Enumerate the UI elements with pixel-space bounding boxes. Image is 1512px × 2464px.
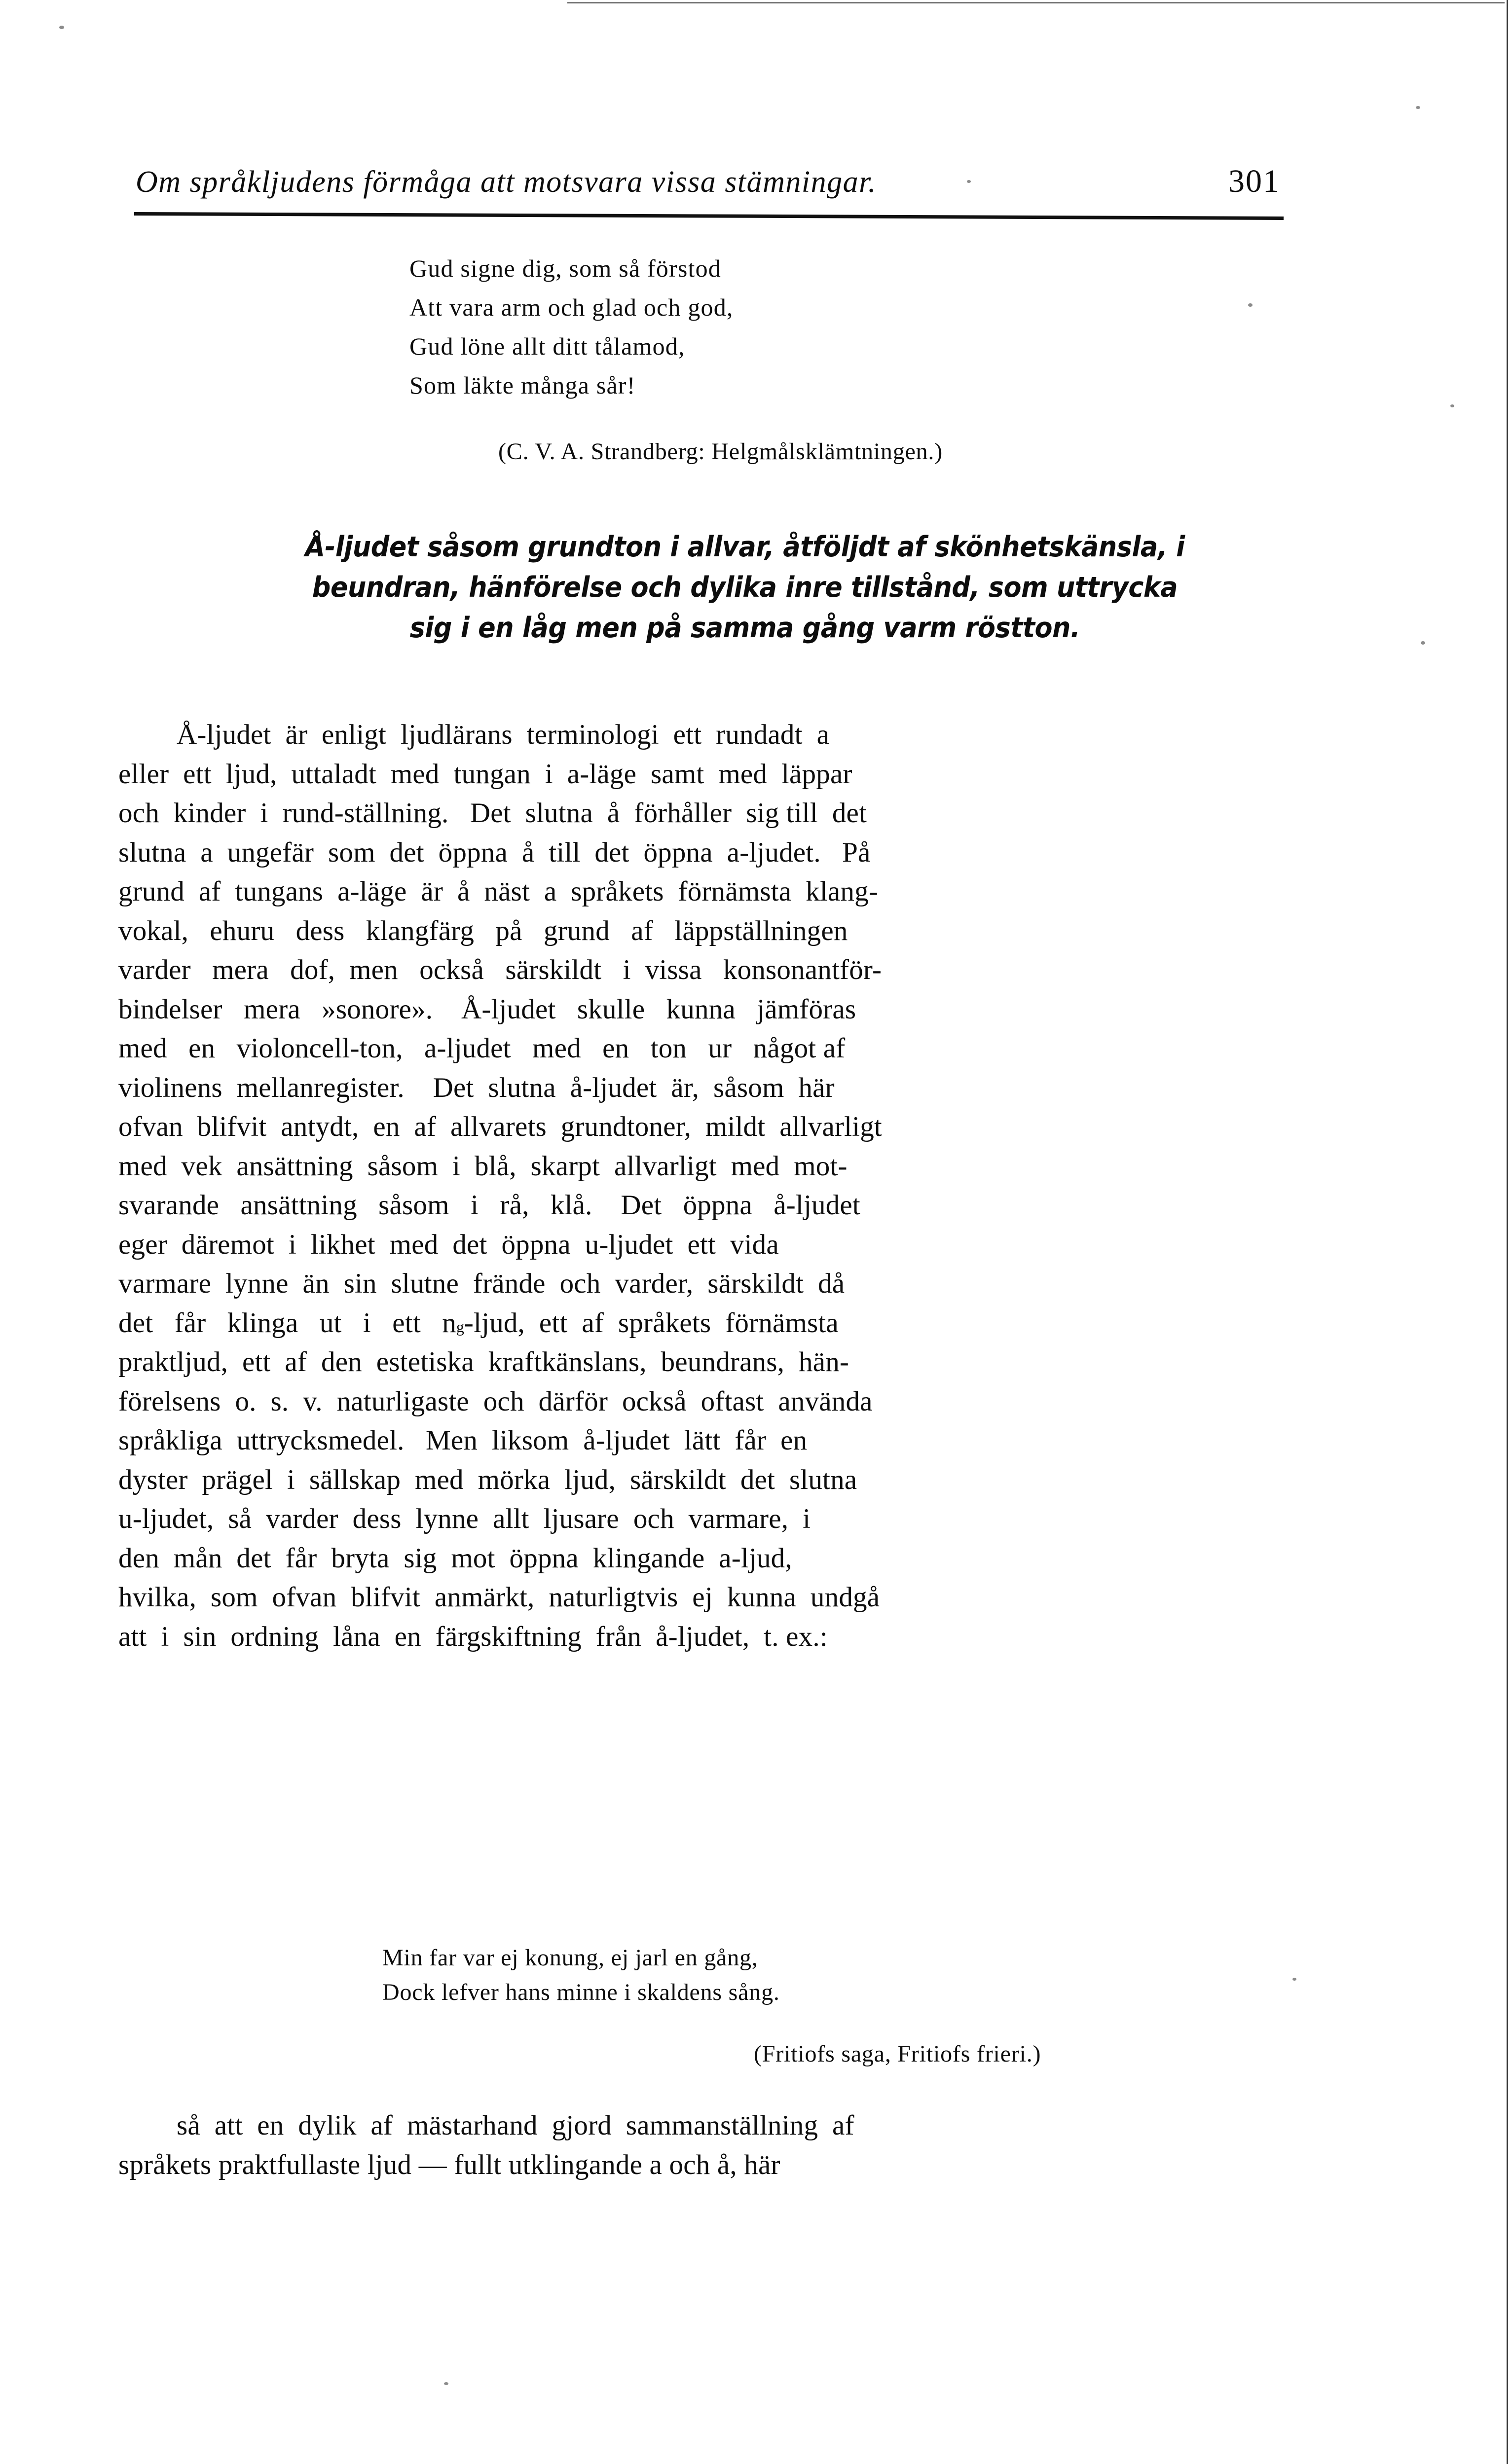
page-number: 301 [1228, 163, 1280, 199]
verse-line: Som läkte många sår! [409, 371, 636, 399]
body-line [118, 755, 1300, 794]
running-head [136, 163, 1280, 200]
closing-line: språkets praktfullaste ljud — fullt utklingande a och å, här [118, 2149, 780, 2180]
body-line-text: förelsens o. s. v. naturligaste och därför också oftast använda [118, 1385, 873, 1417]
scan-speck [1248, 303, 1253, 307]
body-line-text: med en violoncell-ton, a-ljudet med en ton ur något af [118, 1033, 846, 1064]
scan-speck [444, 2382, 448, 2385]
body-line [118, 1264, 1300, 1304]
body-line-text: ofvan blifvit antydt, en af allvarets grundtoner, mildt allvarligt [118, 1111, 882, 1142]
body-line-text: den mån det får bryta sig mot öppna klingande a-ljud, [118, 1542, 792, 1574]
epigraph-verse-top [409, 249, 734, 405]
scan-speck [1421, 641, 1425, 645]
body-line [118, 833, 1300, 872]
body-line [118, 1029, 1300, 1068]
body-line [118, 1147, 1300, 1186]
body-line [118, 1068, 1300, 1108]
verse-line: Min far var ej konung, ej jarl en gång, [382, 1945, 758, 1971]
body-line-text: grund af tungans a-läge är å näst a språkets förnämsta klang- [118, 876, 879, 907]
body-line [118, 1460, 1300, 1500]
body-line-text: varmare lynne än sin slutne frände och varder, särskildt då [118, 1268, 845, 1299]
body-line [118, 1578, 1300, 1617]
body-line [118, 1342, 1300, 1382]
body-line-text: med vek ansättning såsom i blå, skarpt allvarligt med mot- [118, 1150, 848, 1182]
body-line-text: hvilka, som ofvan blifvit anmärkt, naturligtvis ej kunna undgå [118, 1582, 880, 1613]
scan-edge-top [567, 2, 1505, 3]
section-heading-line: Å-ljudet såsom grundton i allvar, åtföljdt af skönhetskänsla, i [305, 531, 1185, 563]
body-line-text: Å-ljudet är enligt ljudlärans terminologi ett rundadt a [177, 719, 830, 750]
superscript-g: g [456, 1318, 464, 1336]
body-line-text: dyster prägel i sällskap med mörka ljud, särskildt det slutna [118, 1464, 857, 1495]
scan-speck [1292, 1978, 1296, 1981]
header-rule [134, 212, 1284, 220]
body-line [118, 1539, 1300, 1578]
body-line-text: slutna a ungefär som det öppna å till det öppna a-ljudet. På [118, 836, 871, 868]
body-line-text: eger däremot i likhet med det öppna u-ljudet ett vida [118, 1229, 779, 1260]
section-heading-line: sig i en låg men på samma gång varm röstton. [409, 612, 1080, 644]
body-line [118, 715, 1300, 755]
body-line-text: att i sin ordning låna en färgskiftning från å-ljudet, t. ex.: [118, 1621, 828, 1652]
body-line-text: det får klinga ut i ett n [118, 1307, 456, 1339]
body-line-text: praktljud, ett af den estetiska kraftkänslans, beundrans, hän- [118, 1346, 849, 1377]
body-line-text: svarande ansättning såsom i rå, klå. Det öppna å-ljudet [118, 1190, 860, 1221]
body-line [118, 950, 1300, 990]
body-line [118, 911, 1300, 951]
epigraph-verse-bottom [382, 1941, 780, 2010]
verse-line: Gud signe dig, som så förstod [409, 254, 721, 282]
body-line-text: och kinder i rund-ställning. Det slutna å förhåller sig till det [118, 797, 867, 829]
section-heading [221, 527, 1269, 648]
body-line [118, 1304, 1300, 1343]
body-paragraph [118, 715, 1300, 1656]
closing-line: så att en dylik af mästarhand gjord sammanställning af [177, 2110, 854, 2141]
body-line-text: eller ett ljud, uttaladt med tungan i a-läge samt med läppar [118, 758, 852, 790]
body-line [118, 1617, 1300, 1657]
body-line [118, 990, 1300, 1029]
body-line-text: vokal, ehuru dess klangfärg på grund af läppställningen [118, 915, 848, 946]
epigraph-bottom-source: (Fritiofs saga, Fritiofs frieri.) [754, 2041, 1041, 2067]
body-line [118, 1107, 1300, 1147]
body-line-text: bindelser mera »sonore». Å-ljudet skulle kunna jämföras [118, 993, 856, 1025]
body-line-text: -ljud, ett af språkets förnämsta [464, 1307, 839, 1339]
body-line [118, 1382, 1300, 1421]
body-line-text: u-ljudet, så varder dess lynne allt ljusare och varmare, i [118, 1503, 811, 1534]
body-line [118, 1499, 1300, 1539]
scan-speck [1416, 106, 1420, 109]
body-line-text: violinens mellanregister. Det slutna å-ljudet är, såsom här [118, 1072, 835, 1103]
body-line [118, 1421, 1300, 1460]
body-line [118, 794, 1300, 833]
scan-speck [59, 26, 64, 29]
epigraph-top-source: (C. V. A. Strandberg: Helgmålsklämtningen.) [498, 438, 943, 465]
verse-line: Gud löne allt ditt tålamod, [409, 332, 685, 360]
section-heading-line: beundran, hänförelse och dylika inre tillstånd, som uttrycka [312, 571, 1178, 604]
verse-line: Dock lefver hans minne i skaldens sång. [382, 1979, 780, 2005]
body-line-text: varder mera dof, men också särskildt i vissa konsonantför- [118, 954, 882, 985]
running-head-title: Om språkljudens förmåga att motsvara vissa stämningar. [136, 165, 877, 199]
body-line [118, 872, 1300, 911]
scan-edge-right [1507, 0, 1508, 2464]
scan-speck [1450, 404, 1454, 407]
verse-line: Att vara arm och glad och god, [409, 293, 734, 321]
body-line [118, 1225, 1300, 1265]
body-line [118, 1186, 1300, 1225]
body-line-text: språkliga uttrycksmedel. Men liksom å-ljudet lätt får en [118, 1425, 808, 1456]
closing-paragraph [118, 2106, 1300, 2184]
